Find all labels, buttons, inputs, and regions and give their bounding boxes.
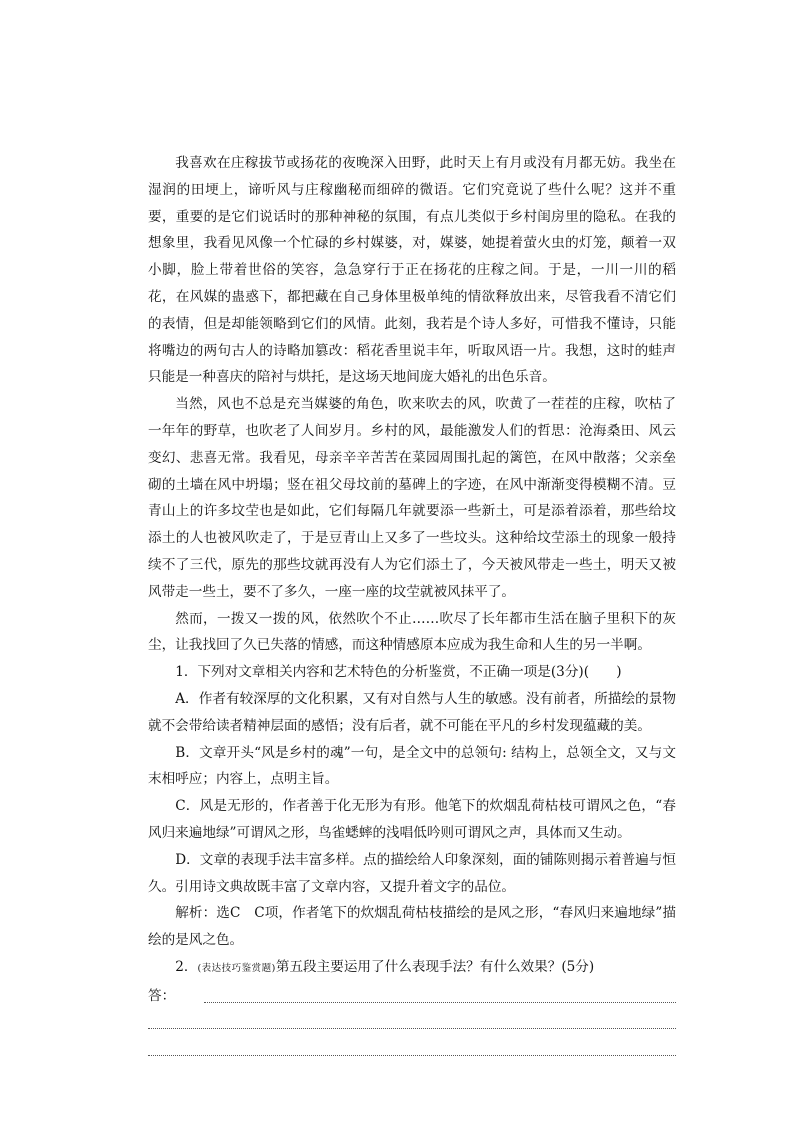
question-1-option-d: D．文章的表现手法丰富多样。点的描绘给人印象深刻，面的铺陈则揭示着普遍与恒久。引用诗文典故既丰富了文章内容，又提升着文字的品位。 — [148, 851, 676, 895]
answer-label: 答： — [148, 987, 176, 1004]
passage-paragraph-3: 然而，一拨又一拨的风，依然吹个不止……吹尽了长年都市生活在脑子里积下的灰尘，让我找回了久已失落的情感，而这种情感原本应成为我生命和人生的另一半啊。 — [148, 610, 676, 654]
question-1-option-b: B．文章开头“风是乡村的魂”一句，是全文中的总领句: 结构上，总领全文，又与文末相呼应；内容上，点明主旨。 — [148, 744, 676, 788]
question-1-analysis: 解析：选C C项，作者笔下的炊烟乱荷枯枝描绘的是风之形，“春风归来遍地绿”描绘的是风之色。 — [148, 905, 676, 949]
exam-page — [148, 150, 676, 1063]
question-1-stem: 1．下列对文章相关内容和艺术特色的分析鉴赏，不正确一项是(3分)( ) — [175, 664, 622, 681]
passage-paragraph-1: 我喜欢在庄稼拔节或扬花的夜晚深入田野，此时天上有月或没有月都无妨。我坐在湿润的田埂上，谛听风与庄稼幽秘而细碎的微语。它们究竟说了些什么呢？这并不重要，重要的是它们说话时的那种神秘的氛围，有点儿类似于乡村闺房里的隐私。在我的想象里，我看见风像一个忙碌的乡村媒婆，对，媒婆，她提着萤火虫的灯笼，颠着一双小脚，脸上带着世俗的笑容，急急穿行于正在扬花的庄稼之间。于是，一川一川的稻花，在风媒的蛊惑下，都把藏在自己身体里极单纯的情欲释放出来，尽管我看不清它们的表情，但是却能领略到它们的风情。此刻，我若是个诗人多好，可惜我不懂诗，只能将嘴边的两句古人的诗略加篡改：稻花香里说丰年，听取风语一片。我想，这时的蛙声只能是一种喜庆的陪衬与烘托，是这场天地间庞大婚礼的出色乐音。 — [148, 155, 676, 386]
question-1-option-c: C．风是无形的，作者善于化无形为有形。他笔下的炊烟乱荷枯枝可谓风之色，“春风归来遍地绿”可谓风之形，鸟雀蟋蟀的浅唱低吟则可谓风之声，具体而又生动。 — [148, 798, 676, 841]
answer-row-3 — [148, 1036, 676, 1063]
answer-line-1[interactable] — [204, 1002, 676, 1003]
answer-line-3[interactable] — [148, 1055, 676, 1056]
question-2-stem: 第五段主要运用了什么表现手法？有什么效果？(5分) — [275, 958, 595, 975]
answer-row-2 — [148, 1010, 676, 1037]
question-2-tag: (表达技巧鉴赏题) — [197, 962, 276, 974]
question-2-stem-line — [148, 954, 676, 983]
question-2-number: 2． — [175, 958, 198, 975]
question-1-option-a: A．作者有较深厚的文化积累，又有对自然与人生的敏感。没有前者，所描绘的景物就不会带给读者精神层面的感悟；没有后者，就不可能在平凡的乡村发现蕴藏的美。 — [148, 690, 676, 734]
passage-paragraph-2: 当然，风也不总是充当媒婆的角色，吹来吹去的风，吹黄了一茬茬的庄稼，吹枯了一年年的野草，也吹老了人间岁月。乡村的风，最能激发人们的哲思：沧海桑田、风云变幻、悲喜无常。我看见，母亲辛辛苦苦在菜园周围扎起的篱笆，在风中散落；父亲垒砌的土墙在风中坍塌；竖在祖父母坟前的墓碑上的字迹，在风中渐渐变得模糊不清。豆青山上的许多坟茔也是如此，它们每隔几年就要添一些新土，可是添着添着，那些给坟添土的人也被风吹走了，于是豆青山上又多了一些坟头。这种给坟茔添土的现象一般持续不了三代，原先的那些坟就再没有人为它们添土了，今天被风带走一些土，明天又被风带走一些土，要不了多久，一座一座的坟茔就被风抹平了。 — [148, 396, 676, 600]
answer-line-2[interactable] — [148, 1028, 676, 1029]
answer-row-1 — [148, 983, 676, 1010]
